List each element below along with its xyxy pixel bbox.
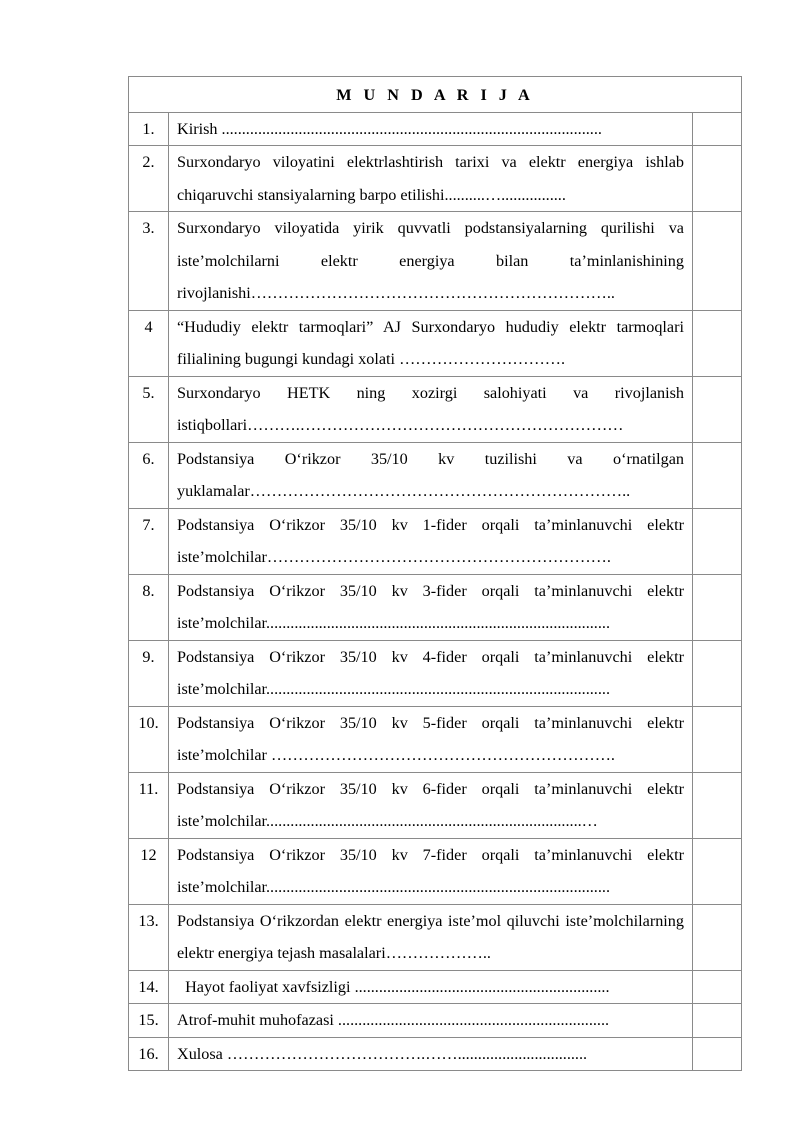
toc-row-text: Surxondaryo HETK ning xozirgi salohiyati va rivojlanish istiqbollari……….…………………………………………………… [169,376,693,442]
toc-row-number: 12 [129,838,169,904]
toc-row-number: 5. [129,376,169,442]
toc-row [129,838,742,904]
toc-row-number: 14. [129,970,169,1004]
toc-row-page [693,1037,742,1071]
toc-table [128,76,742,1071]
toc-row-number: 15. [129,1004,169,1038]
toc-row-number: 10. [129,706,169,772]
toc-row-page [693,508,742,574]
toc-row [129,146,742,212]
toc-row-page [693,970,742,1004]
toc-row [129,310,742,376]
toc-row-page [693,212,742,311]
toc-row-number: 8. [129,574,169,640]
toc-row-page [693,112,742,146]
toc-row-page [693,772,742,838]
toc-row-page [693,904,742,970]
toc-row-page [693,442,742,508]
toc-row-number: 3. [129,212,169,311]
toc-row-page [693,310,742,376]
toc-row-text: Podstansiya O‘rikzor 35/10 kv 4-fider orqali ta’minlanuvchi elektr iste’molchilar..................................................................................... [169,640,693,706]
toc-row-number: 7. [129,508,169,574]
toc-row-number: 9. [129,640,169,706]
toc-row-number: 2. [129,146,169,212]
toc-row [129,212,742,311]
toc-row [129,772,742,838]
toc-row-number: 1. [129,112,169,146]
toc-row-text: Podstansiya O‘rikzor 35/10 kv 1-fider orqali ta’minlanuvchi elektr iste’molchilar………………………………………………………. [169,508,693,574]
toc-row-text: Podstansiya O‘rikzor 35/10 kv 7-fider orqali ta’minlanuvchi elektr iste’molchilar..................................................................................... [169,838,693,904]
toc-row-page [693,706,742,772]
toc-row [129,904,742,970]
toc-row-text: Podstansiya O‘rikzor 35/10 kv 3-fider orqali ta’minlanuvchi elektr iste’molchilar..................................................................................... [169,574,693,640]
toc-row-page [693,574,742,640]
toc-row [129,706,742,772]
toc-row-text: Podstansiya O‘rikzordan elektr energiya iste’mol qiluvchi iste’molchilarning elektr energiya tejash masalalari……………….. [169,904,693,970]
toc-row [129,376,742,442]
toc-row-number: 4 [129,310,169,376]
toc-row [129,574,742,640]
toc-row [129,508,742,574]
toc-row-text: “Hududiy elektr tarmoqlari” AJ Surxondaryo hududiy elektr tarmoqlari filialining bugungi kundagi xolati …………………………. [169,310,693,376]
toc-row-page [693,838,742,904]
toc-row [129,640,742,706]
toc-row-text: Xulosa ……………………………….……................................ [169,1037,693,1071]
toc-title-row [129,77,742,113]
toc-row-text: Podstansiya O‘rikzor 35/10 kv 5-fider orqali ta’minlanuvchi elektr iste’molchilar ………………………………………………………. [169,706,693,772]
toc-row [129,1004,742,1038]
toc-row [129,112,742,146]
toc-row-text: Surxondaryo viloyatini elektrlashtirish tarixi va elektr energiya ishlab chiqaruvchi stansiyalarning barpo etilishi..........…................ [169,146,693,212]
toc-title: M U N D A R I J A [129,77,742,113]
toc-row [129,1037,742,1071]
toc-row-text: Hayot faoliyat xavfsizligi ............................................................... [169,970,693,1004]
toc-row-number: 6. [129,442,169,508]
toc-row-page [693,1004,742,1038]
toc-row-number: 13. [129,904,169,970]
toc-row-text: Kirish .............................................................................................. [169,112,693,146]
toc-row-text: Atrof-muhit muhofazasi ................................................................... [169,1004,693,1038]
toc-row [129,970,742,1004]
toc-row-text: Podstansiya O‘rikzor 35/10 kv tuzilishi va o‘rnatilgan yuklamalar…………………………………………………………….. [169,442,693,508]
toc-row [129,442,742,508]
toc-row-number: 16. [129,1037,169,1071]
toc-row-number: 11. [129,772,169,838]
toc-row-page [693,146,742,212]
toc-row-page [693,640,742,706]
toc-row-text: Surxondaryo viloyatida yirik quvvatli podstansiyalarning qurilishi va iste’molchilarni elektr energiya bilan ta’minlanishining rivojlanishi………………………………………………………….. [169,212,693,311]
toc-row-text: Podstansiya O‘rikzor 35/10 kv 6-fider orqali ta’minlanuvchi elektr iste’molchilar..............................................................................… [169,772,693,838]
toc-row-page [693,376,742,442]
